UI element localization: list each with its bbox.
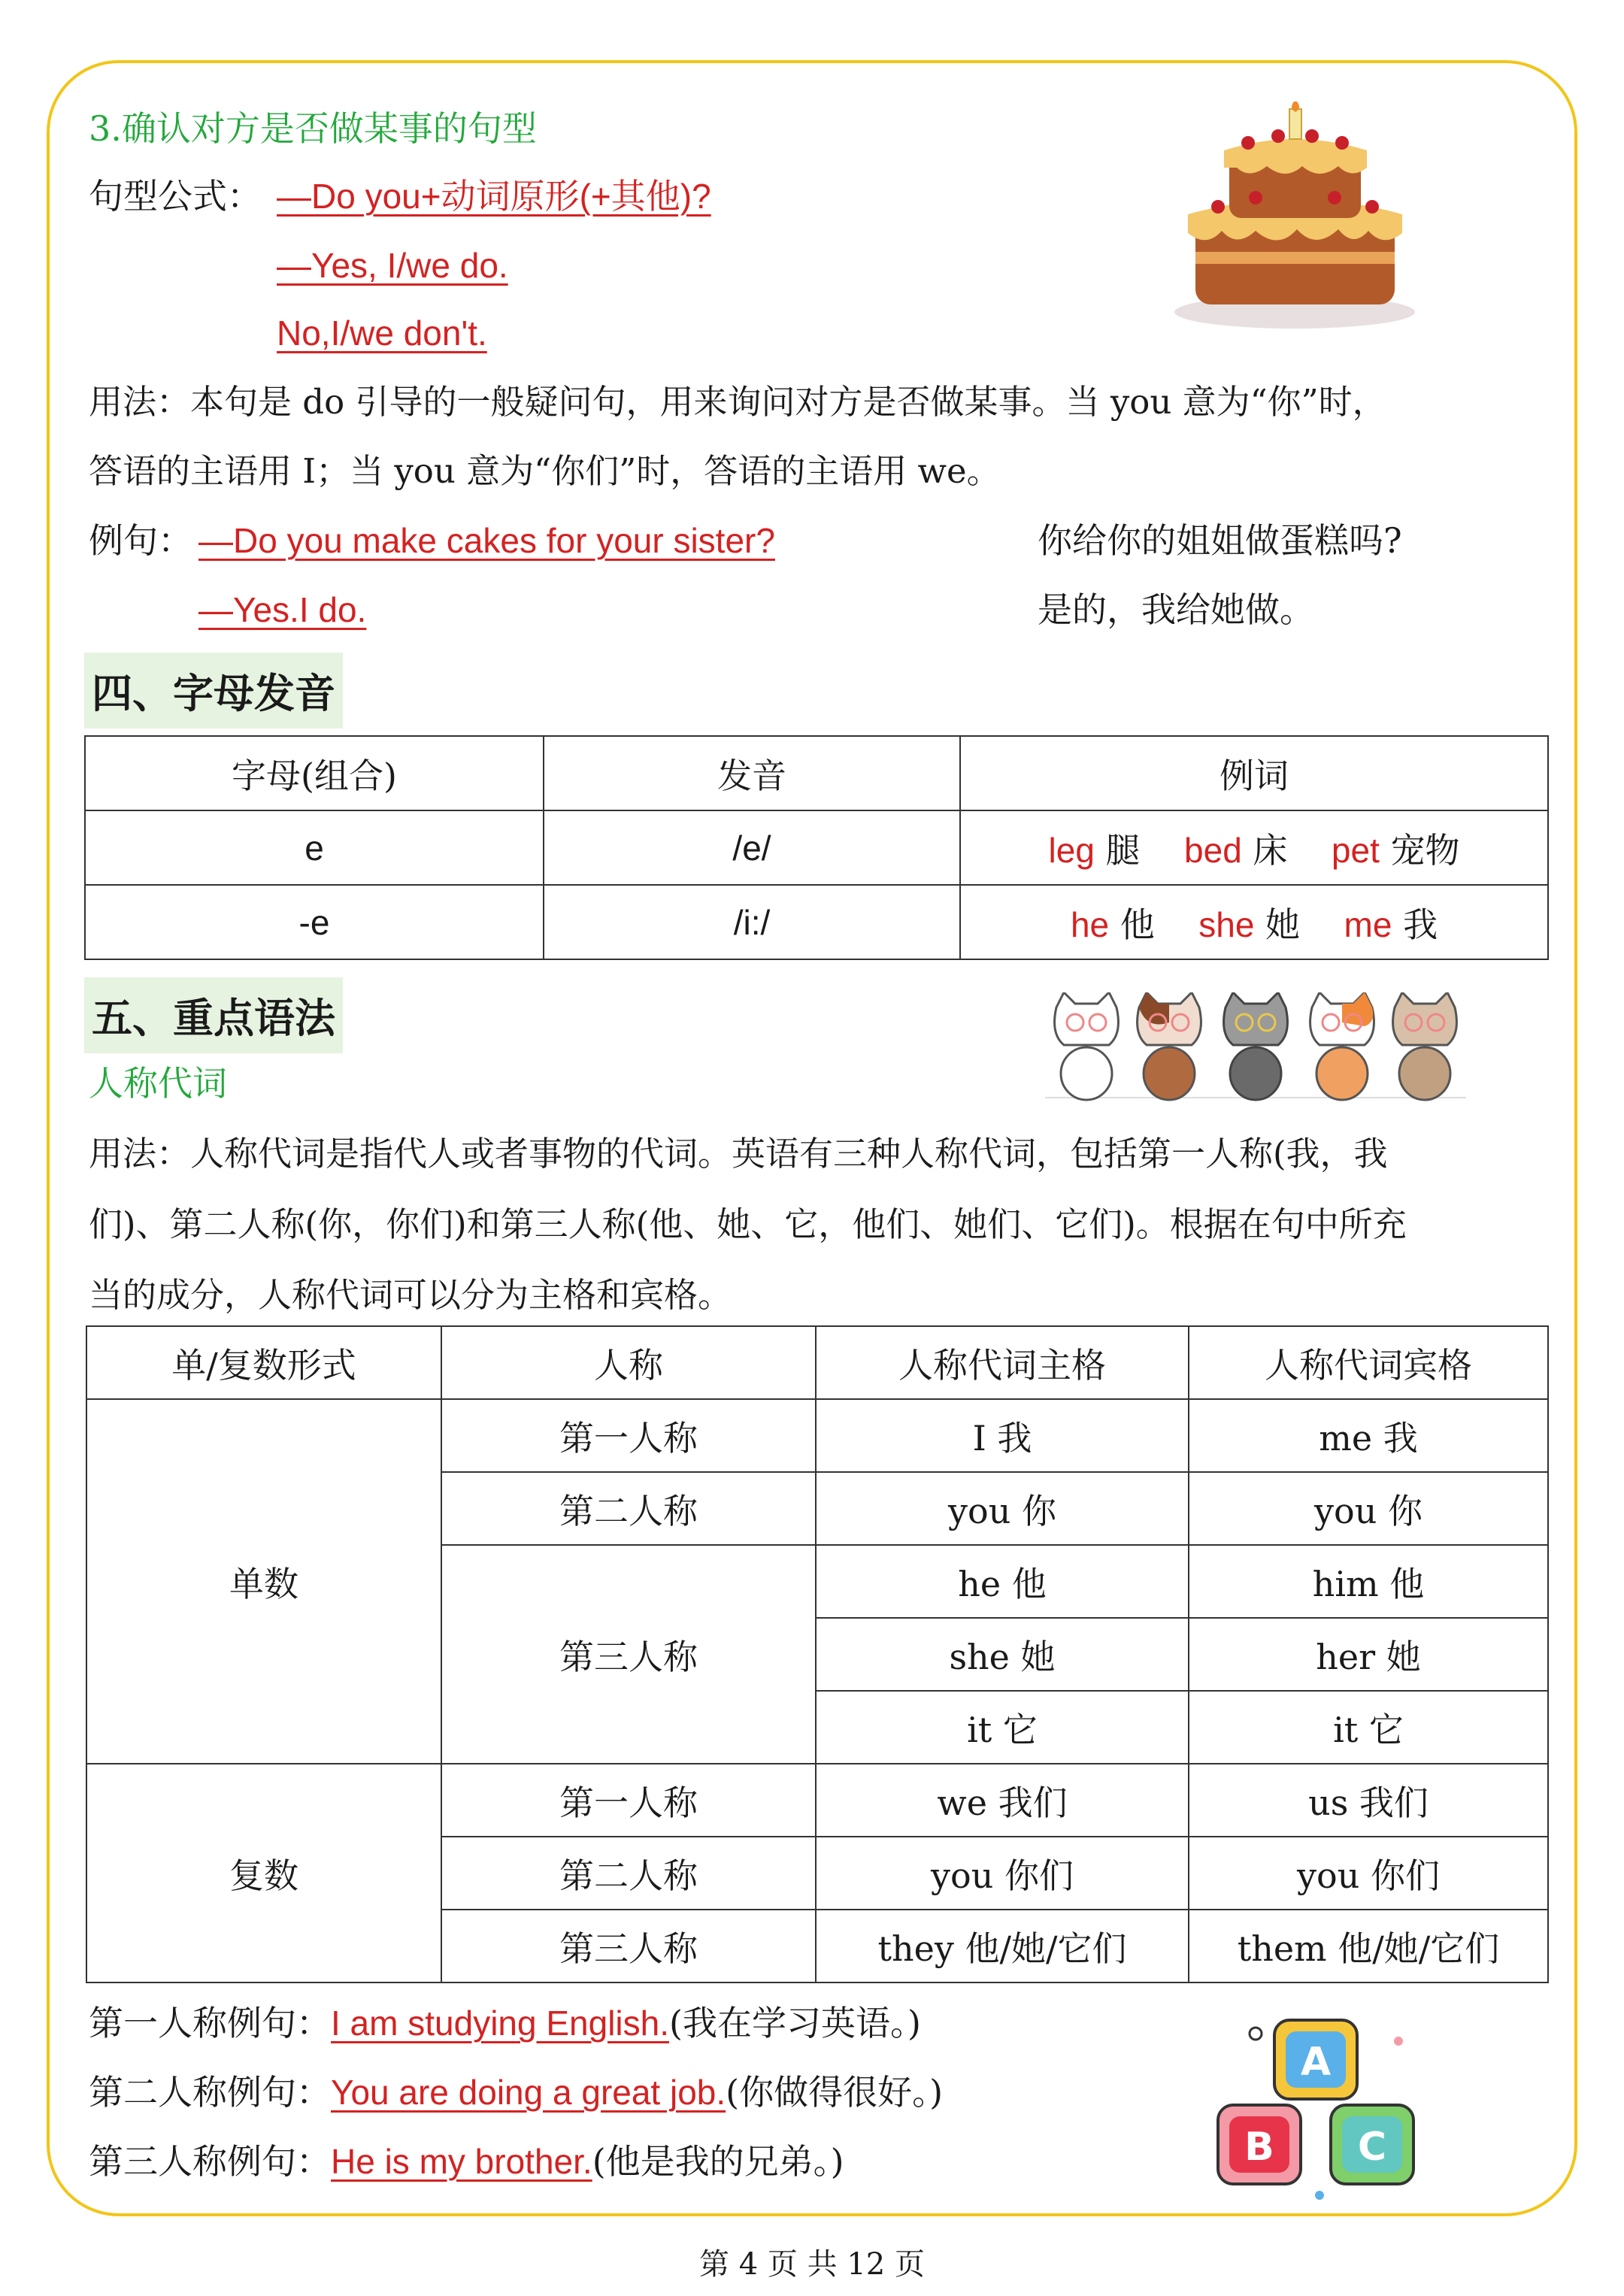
example3-line	[89, 2141, 844, 2182]
formula-question: —Do you+动词原形(+其他)?	[277, 177, 711, 216]
example-answer-cn: 是的，我给她做。	[1038, 589, 1314, 630]
object-cell: you 你	[1189, 1472, 1548, 1545]
person-cell: 第二人称	[441, 1472, 816, 1545]
block-letter-b: B	[1244, 2125, 1274, 2170]
example3-label: 第三人称例句：	[89, 2141, 331, 2182]
table-row	[86, 1764, 1548, 1837]
col-header-object: 人称代词宾格	[1189, 1326, 1548, 1399]
section5-usage-line1: 用法：人称代词是指代人或者事物的代词。英语有三种人称代词，包括第一人称(我，我	[89, 1134, 1388, 1174]
block-letter-c: C	[1357, 2125, 1387, 2170]
section3-title: 3.确认对方是否做某事的句型	[89, 108, 537, 149]
subject-cell: it 它	[816, 1691, 1189, 1764]
plural-cell: 复数	[86, 1764, 441, 1982]
example-word-cn: 床	[1253, 829, 1288, 871]
example-word: me	[1344, 904, 1392, 944]
example2-english: You are doing a great job.	[331, 2073, 726, 2112]
example-word-cn: 腿	[1105, 829, 1141, 871]
section3-usage-line1: 用法：本句是 do 引导的一般疑问句，用来询问对方是否做某事。当 you 意为“你”时，	[89, 382, 1386, 422]
object-cell: it 它	[1189, 1691, 1548, 1764]
sound-cell: /e/	[544, 810, 960, 885]
singular-cell: 单数	[86, 1399, 441, 1764]
example-label: 例句：	[89, 520, 192, 561]
section4-heading: 四、字母发音	[84, 653, 343, 728]
table-row	[85, 810, 1548, 885]
example-words-cell	[960, 810, 1548, 885]
page-footer: 第 4 页 共 12 页	[699, 2247, 925, 2282]
cats-icon	[1045, 992, 1466, 1105]
example1-english: I am studying English.	[331, 2004, 670, 2043]
example-word-cn: 宠物	[1390, 829, 1460, 871]
object-cell: them 他/她/它们	[1189, 1910, 1548, 1982]
example-word: he	[1070, 904, 1110, 944]
object-cell: you 你们	[1189, 1837, 1548, 1910]
example-word: she	[1198, 904, 1255, 944]
object-cell: us 我们	[1189, 1764, 1548, 1837]
subject-cell: we 我们	[816, 1764, 1189, 1837]
section5-heading: 五、重点语法	[84, 977, 343, 1053]
block-letter-a: A	[1300, 2040, 1332, 2085]
section5-usage-line3: 当的成分，人称代词可以分为主格和宾格。	[89, 1275, 732, 1315]
example-word: bed	[1184, 830, 1242, 870]
abc-blocks-icon	[1203, 2004, 1429, 2207]
subject-cell: she 她	[816, 1618, 1189, 1691]
object-cell: me 我	[1189, 1399, 1548, 1472]
example1-line	[89, 2003, 921, 2043]
example3-english: He is my brother.	[331, 2142, 592, 2181]
col-header-person: 人称	[441, 1326, 816, 1399]
example-question-cn: 你给你的姐姐做蛋糕吗?	[1038, 520, 1402, 561]
sound-cell: /i:/	[544, 885, 960, 959]
example-answer: —Yes.I do.	[198, 590, 367, 629]
formula-no: No,I/we don't.	[277, 314, 487, 353]
col-header-number: 单/复数形式	[86, 1326, 441, 1399]
col-header-sound: 发音	[544, 736, 960, 810]
example2-line	[89, 2072, 944, 2113]
pronunciation-table	[84, 735, 1549, 960]
table-row	[85, 885, 1548, 959]
person-cell: 第一人称	[441, 1399, 816, 1472]
person-cell: 第一人称	[441, 1764, 816, 1837]
col-header-words: 例词	[960, 736, 1548, 810]
example-word-cn: 她	[1265, 904, 1301, 945]
subject-cell: you 你	[816, 1472, 1189, 1545]
example-question: —Do you make cakes for your sister?	[198, 521, 775, 560]
subject-cell: you 你们	[816, 1837, 1189, 1910]
example1-chinese: (我在学习英语。)	[669, 2003, 921, 2043]
subject-cell: he 他	[816, 1545, 1189, 1618]
table-row	[86, 1399, 1548, 1472]
object-cell: her 她	[1189, 1618, 1548, 1691]
section5-subheading: 人称代词	[89, 1063, 227, 1104]
section3-usage-line2: 答语的主语用 I；当 you 意为“你们”时，答语的主语用 we。	[89, 451, 1001, 491]
formula-label: 句型公式：	[89, 176, 262, 217]
example-word-cn: 我	[1403, 904, 1438, 945]
example-word: leg	[1048, 830, 1095, 870]
letter-cell: e	[85, 810, 544, 885]
formula-yes: —Yes, I/we do.	[277, 246, 508, 285]
example3-chinese: (他是我的兄弟。)	[592, 2141, 844, 2182]
subject-cell: they 他/她/它们	[816, 1910, 1189, 1982]
example1-label: 第一人称例句：	[89, 2003, 331, 2043]
example-word: pet	[1331, 830, 1380, 870]
subject-cell: I 我	[816, 1399, 1189, 1472]
example-word-cn: 他	[1120, 904, 1155, 945]
person-cell: 第三人称	[441, 1545, 816, 1764]
col-header-subject: 人称代词主格	[816, 1326, 1189, 1399]
object-cell: him 他	[1189, 1545, 1548, 1618]
person-cell: 第三人称	[441, 1910, 816, 1982]
section5-usage-line2: 们)、第二人称(你，你们)和第三人称(他、她、它，他们、她们、它们)。根据在句中所充	[89, 1204, 1407, 1244]
cake-icon	[1165, 101, 1425, 335]
example-words-cell	[960, 885, 1548, 959]
letter-cell: -e	[85, 885, 544, 959]
person-cell: 第二人称	[441, 1837, 816, 1910]
example2-chinese: (你做得很好。)	[726, 2072, 944, 2113]
col-header-letter: 字母(组合)	[85, 736, 544, 810]
example2-label: 第二人称例句：	[89, 2072, 331, 2113]
pronoun-table	[86, 1325, 1549, 1983]
